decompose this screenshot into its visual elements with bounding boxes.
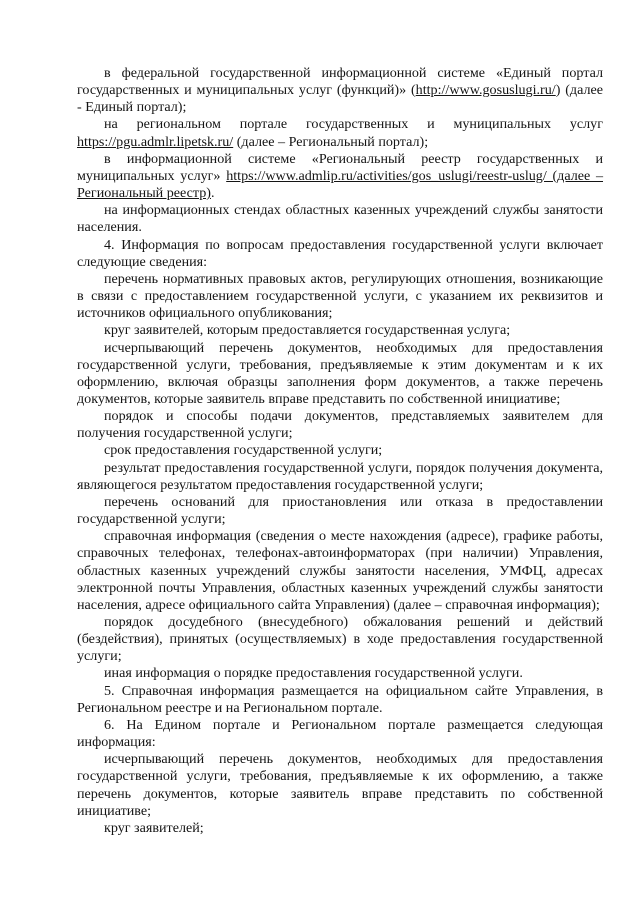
paragraph [77,322,603,339]
paragraph [77,460,603,494]
paragraph-text: в информационной системе «Региональный реестр государственных и муниципальных услуг» [77,150,603,184]
paragraph-text: результат предоставления государственной услуги, порядок получения документа, являющегося результатом предоставления государственной услуги; [77,459,603,493]
url-link[interactable]: http://www.gosuslugi.ru/ [415,82,556,99]
paragraph [77,751,603,820]
paragraph [77,408,603,442]
paragraph-text: иная информация о порядке предоставления государственной услуги. [104,665,523,682]
paragraph-text: перечень оснований для приостановления или отказа в предоставлении государственной услуги; [77,493,603,528]
paragraph [77,442,603,459]
paragraph [77,202,603,236]
paragraph-text: 4. Информация по вопросам предоставления государственной услуги включает следующие сведения: [77,236,603,270]
paragraph [77,717,603,751]
paragraph-text: перечень нормативных правовых актов, регулирующих отношения, возникающие в связи с предоставлением государственной услуги, с указанием их реквизитов и источников официального опубликования; [77,270,603,322]
url-link[interactable]: https://pgu.admlr.lipetsk.ru/ [77,133,234,150]
paragraph-text: круг заявителей; [104,819,204,836]
paragraph-text: круг заявителей, которым предоставляется государственная услуга; [104,322,511,339]
paragraph [77,665,603,682]
paragraph-text: исчерпывающий перечень документов, необходимых для предоставления государственной услуги, требования, предъявляемые к этим документам и к их оформлению, включая образцы заполнения форм документов, а также перечень документов, которые заявитель вправе представить по собственной инициативе; [77,339,603,407]
paragraph [77,116,603,150]
paragraph-text: на региональном портале государственных и муниципальных услуг [104,116,603,133]
document-body [77,65,603,837]
paragraph [77,820,603,837]
paragraph [77,237,603,271]
paragraph [77,65,603,116]
paragraph-text: ) (далее - Единый портал); [77,82,603,116]
paragraph-text: 6. На Едином портале и Региональном портале размещается следующая информация: [77,716,603,751]
paragraph-text: 5. Справочная информация размещается на официальном сайте Управления, в Региональном реестре и на Региональном портале. [77,682,603,716]
url-link[interactable]: https://www.admlip.ru/activities/gos_uslugi/reestr-uslug/ (далее – Региональный реестр) [77,167,603,202]
paragraph-text: порядок досудебного (внесудебного) обжалования решений и действий (бездействия), принятых (осуществляемых) в ходе предоставления государственной услуги; [77,614,603,665]
paragraph [77,271,603,322]
paragraph-text: в федеральной государственной информационной системе «Единый портал государственных и муниципальных услуг (функций)» ( [77,65,603,99]
paragraph-text: срок предоставления государственной услуги; [104,442,383,459]
paragraph [77,494,603,528]
paragraph-text: исчерпывающий перечень документов, необходимых для предоставления государственной услуги, требования, предъявляемые к их оформлению, а также перечень документов, которые заявитель вправе представить по собственной инициативе; [77,751,603,819]
paragraph-text: на информационных стендах областных казенных учреждений службы занятости населения. [77,202,603,236]
paragraph [77,528,603,614]
paragraph-text: (далее – Региональный портал); [233,133,429,150]
paragraph [77,151,603,202]
paragraph [77,614,603,665]
paragraph [77,683,603,717]
paragraph-text: справочная информация (сведения о месте нахождения (адресе), графике работы, справочных телефонах, телефонах-автоинформаторах (при наличии) Управления, областных казенных учреждений службы занятости населения, УМФЦ, адресах электронной почты Управления, областных казенных учреждений службы занятости населения, адресе официального сайта Управления) (далее – справочная информация); [77,528,603,613]
paragraph-text: . [210,185,215,202]
paragraph [77,340,603,409]
paragraph-text: порядок и способы подачи документов, представляемых заявителем для получения государственной услуги; [77,408,603,442]
